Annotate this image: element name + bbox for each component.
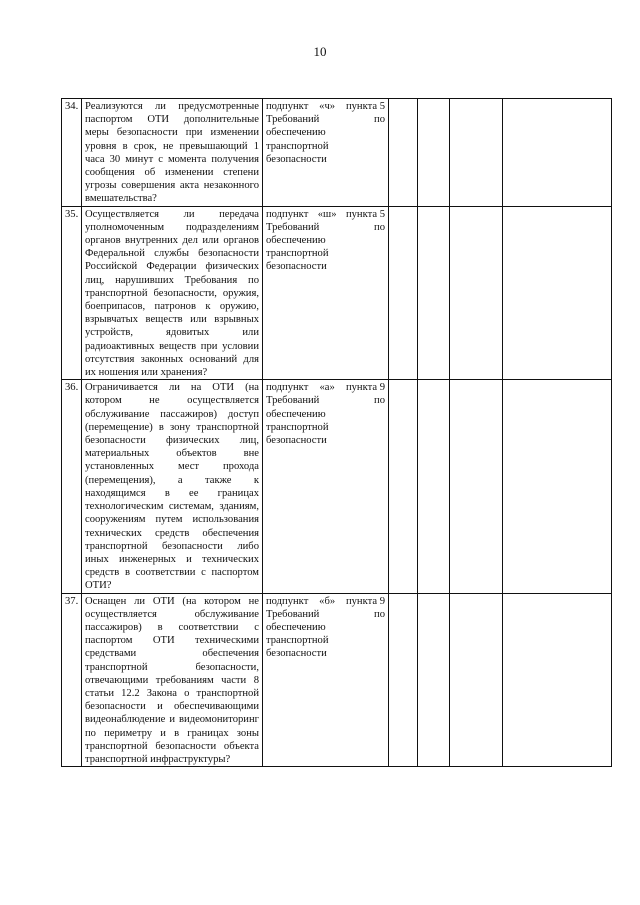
question-text: Реализуются ли предусмотренные паспортом ОТИ дополнительные меры безопасности при изменении уровня в срок, не превышающий 1 часа 30 минут с момента получения сообщения об изменении степени угрозы совершения акта незаконного вмешательства? (82, 99, 263, 207)
answer-cell-yes[interactable] (389, 206, 418, 380)
answer-cell-no[interactable] (418, 593, 450, 767)
question-text: Ограничивается ли на ОТИ (на котором не осуществляется обслуживание пассажиров) доступ (перемещение) в зону транспортной безопасности физических лиц, материальных объектов вне установленных мест прохода (перемещения), а также к находящимся в ее границах технологическим системам, зданиям, сооружениям путем использования технических средств обеспечения транспортной безопасности либо иных инженерных и технических средств в соответствии с паспортом ОТИ? (82, 380, 263, 593)
answer-cell-yes[interactable] (389, 593, 418, 767)
comment-cell[interactable] (503, 99, 612, 207)
question-text: Оснащен ли ОТИ (на котором не осуществляется обслуживание пассажиров) в соответствии с паспортом ОТИ техническими средствами обеспечения транспортной безопасности, отвечающими требованиям части 8 статьи 12.2 Закона о транспортной безопасности и обеспечивающими видеонаблюдение и видеомониторинг по периметру и в границах зоны транспортной безопасности объекта транспортной инфраструктуры? (82, 593, 263, 767)
page-number: 10 (313, 44, 327, 59)
answer-cell-no[interactable] (418, 206, 450, 380)
comment-cell[interactable] (503, 206, 612, 380)
answer-cell-na[interactable] (450, 593, 503, 767)
answer-cell-na[interactable] (450, 380, 503, 593)
answer-cell-no[interactable] (418, 99, 450, 207)
requirement-reference: подпункт «ч» пункта 5 Требований по обеспечению транспортной безопасности (263, 99, 389, 207)
row-number: 35. (62, 206, 82, 380)
question-text: Осуществляется ли передача уполномоченным подразделениям органов внутренних дел или органов Федеральной службы безопасности Российской Федерации физических лиц, нарушивших Требования по транспортной безопасности, оружия, боеприпасов, патронов к оружию, взрывчатых веществ или взрывных устройств, ядовитых или радиоактивных веществ при условии отсутствия законных оснований для их ношения или хранения? (82, 206, 263, 380)
requirement-reference: подпункт «ш» пункта 5 Требований по обеспечению транспортной безопасности (263, 206, 389, 380)
comment-cell[interactable] (503, 593, 612, 767)
answer-cell-yes[interactable] (389, 380, 418, 593)
answer-cell-na[interactable] (450, 206, 503, 380)
row-number: 34. (62, 99, 82, 207)
checklist-table (61, 98, 612, 767)
answer-cell-no[interactable] (418, 380, 450, 593)
comment-cell[interactable] (503, 380, 612, 593)
requirement-reference: подпункт «а» пункта 9 Требований по обеспечению транспортной безопасности (263, 380, 389, 593)
row-number: 36. (62, 380, 82, 593)
answer-cell-na[interactable] (450, 99, 503, 207)
table-row (62, 593, 612, 767)
answer-cell-yes[interactable] (389, 99, 418, 207)
table-row (62, 206, 612, 380)
table-row (62, 380, 612, 593)
table-row (62, 99, 612, 207)
requirement-reference: подпункт «б» пункта 9 Требований по обеспечению транспортной безопасности (263, 593, 389, 767)
row-number: 37. (62, 593, 82, 767)
